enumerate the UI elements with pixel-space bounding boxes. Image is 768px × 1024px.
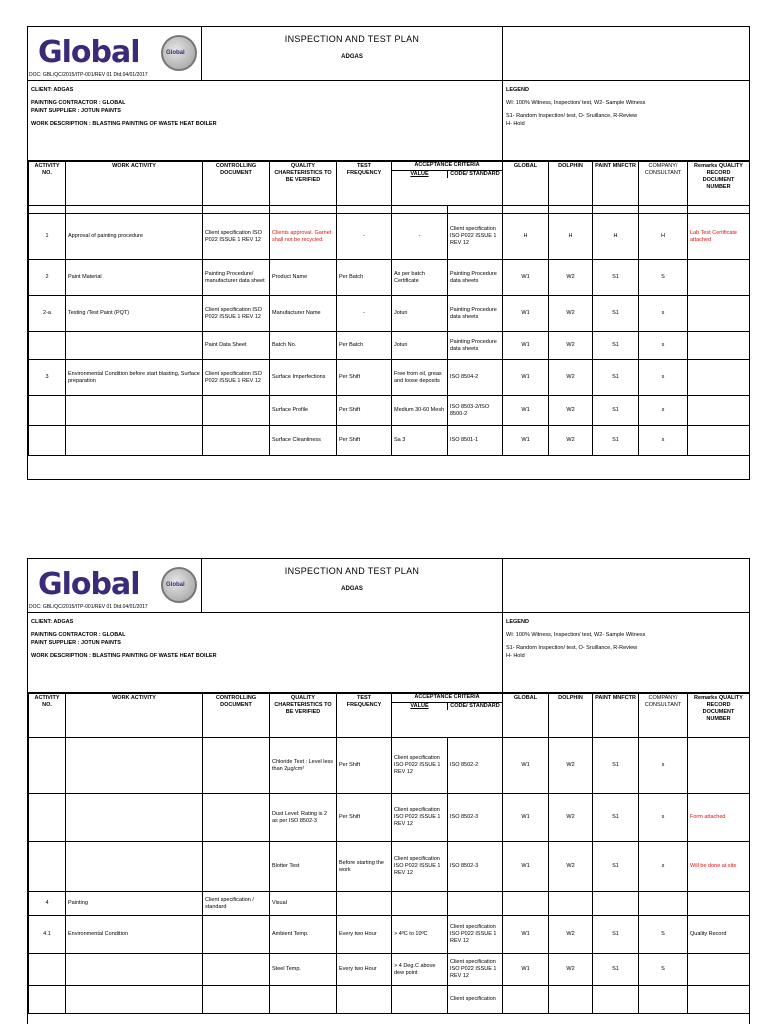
table-row xyxy=(29,396,750,426)
code-standard: ISO 8501-1 xyxy=(448,426,503,456)
code-standard: ISO 8503-2/ISO 8500-2 xyxy=(448,396,503,426)
controlling-document xyxy=(203,986,270,1014)
remarks xyxy=(688,296,750,332)
quality-characteristic xyxy=(270,986,337,1014)
col-header: Remarks QUALITY RECORD DOCUMENT NUMBER xyxy=(688,162,750,206)
activity-number: 2-a xyxy=(29,296,66,332)
quality-characteristic: Batch No. xyxy=(270,332,337,360)
table-row xyxy=(29,892,750,916)
col-header: COMPANY/ CONSULTANT xyxy=(639,694,688,738)
work-activity xyxy=(66,986,203,1014)
work-activity: Painting xyxy=(66,892,203,916)
activity-number xyxy=(29,332,66,360)
paint-mnfctr-code: S1 xyxy=(593,296,639,332)
col-header: WORK ACTIVITY xyxy=(66,694,203,738)
quality-characteristic: Visual xyxy=(270,892,337,916)
table-row xyxy=(29,296,750,332)
global-code: W1 xyxy=(503,794,549,842)
global-code: W1 xyxy=(503,916,549,954)
test-frequency xyxy=(337,986,392,1014)
acceptance-value: > 4 Deg.C above dew point xyxy=(392,954,448,986)
controlling-document: Client specification ISO P022 ISSUE 1 REV 12 xyxy=(203,296,270,332)
acceptance-value: Medium 30-60 Mesh xyxy=(392,396,448,426)
acceptance-value: Client specification ISO P022 ISSUE 1 REV 12 xyxy=(392,842,448,892)
activity-number: 4 xyxy=(29,892,66,916)
col-header: ACTIVITY NO. xyxy=(29,162,66,206)
test-frequency: Per Shift xyxy=(337,794,392,842)
activity-number: 3 xyxy=(29,360,66,396)
global-code: W1 xyxy=(503,426,549,456)
dolphin-code: W2 xyxy=(549,296,593,332)
test-frequency: Per Batch xyxy=(337,332,392,360)
code-standard: Client specification ISO P022 ISSUE 1 REV 12 xyxy=(448,916,503,954)
col-header: TEST FREQUENCY xyxy=(337,162,392,206)
paint-mnfctr-code: S1 xyxy=(593,360,639,396)
table-row xyxy=(29,842,750,892)
controlling-document: Painting Procedure/ manufacturer data sheet xyxy=(203,260,270,296)
company-code xyxy=(639,892,688,916)
paint-mnfctr-code: S1 xyxy=(593,738,639,794)
table-row xyxy=(29,214,750,260)
table-row xyxy=(29,426,750,456)
code-standard: Client specification ISO P022 ISSUE 1 REV 12 xyxy=(448,954,503,986)
test-frequency: Every two Hour xyxy=(337,916,392,954)
acceptance-value xyxy=(392,986,448,1014)
quality-characteristic: Steel Temp. xyxy=(270,954,337,986)
col-header: WORK ACTIVITY xyxy=(66,162,203,206)
itp-table xyxy=(28,161,750,456)
controlling-document xyxy=(203,954,270,986)
remarks xyxy=(688,260,750,296)
remarks xyxy=(688,396,750,426)
company-code: s xyxy=(639,738,688,794)
document-subtitle: ADGAS xyxy=(341,586,363,592)
global-code: H xyxy=(503,214,549,260)
acceptance-value: Jotun xyxy=(392,296,448,332)
table-row xyxy=(29,986,750,1014)
acceptance-value: Client specification ISO P022 ISSUE 1 REV 12 xyxy=(392,794,448,842)
company-code: s xyxy=(639,332,688,360)
activity-number: 1 xyxy=(29,214,66,260)
table-row xyxy=(29,260,750,296)
globe-icon: Global xyxy=(161,567,197,603)
dolphin-code xyxy=(549,986,593,1014)
legend-line: S1- Random Inspection/ test, O- Sruillance, R-Review xyxy=(506,113,638,119)
remarks xyxy=(688,986,750,1014)
paint-mnfctr-code: S1 xyxy=(593,916,639,954)
remarks: Lab Test Certificate attached xyxy=(688,214,750,260)
quality-characteristic: Surface Profile xyxy=(270,396,337,426)
col-header: COMPANY/ CONSULTANT xyxy=(639,162,688,206)
code-standard: Painting Procedure data sheets xyxy=(448,332,503,360)
table-row xyxy=(29,954,750,986)
global-code xyxy=(503,892,549,916)
supplier-label: PAINT SUPPLIER : JOTUN PAINTS xyxy=(31,108,121,114)
activity-number xyxy=(29,738,66,794)
code-standard: ISO 8502-3 xyxy=(448,842,503,892)
code-standard: ISO 8502-2 xyxy=(448,738,503,794)
test-frequency: - xyxy=(337,214,392,260)
client-label: CLIENT: ADGAS xyxy=(31,619,74,625)
spacer-row xyxy=(29,206,750,214)
company-code: S xyxy=(639,260,688,296)
company-code: s xyxy=(639,396,688,426)
col-header: PAINT MNFCTR xyxy=(593,162,639,206)
col-header-acceptance: ACCEPTANCE CRITERIA VALUE CODE/ STANDARD xyxy=(392,162,503,206)
table-row xyxy=(29,916,750,954)
dolphin-code xyxy=(549,892,593,916)
activity-number xyxy=(29,954,66,986)
global-code: W1 xyxy=(503,360,549,396)
code-standard: Painting Procedure data sheets xyxy=(448,260,503,296)
test-frequency xyxy=(337,892,392,916)
acceptance-value: - xyxy=(392,214,448,260)
itp-sheet-2 xyxy=(27,558,750,1024)
dolphin-code: W2 xyxy=(549,396,593,426)
quality-characteristic: Surface Imperfections xyxy=(270,360,337,396)
doc-reference: DOC: GBL/QC/2015/ITP-001/REV 01 Dtd.04/01/2017 xyxy=(29,72,148,78)
acceptance-value: Sa 3 xyxy=(392,426,448,456)
col-header: DOLPHIN xyxy=(549,694,593,738)
company-code xyxy=(639,986,688,1014)
quality-characteristic: Blotter Test xyxy=(270,842,337,892)
logo-cell xyxy=(28,559,202,612)
test-frequency: Per Shift xyxy=(337,396,392,426)
remarks xyxy=(688,738,750,794)
legend-line: H- Hold xyxy=(506,121,525,127)
legend-line: S1- Random Inspection/ test, O- Sruillance, R-Review xyxy=(506,645,638,651)
col-header: QUALITY CHARETERISTICS TO BE VERIFIED xyxy=(270,162,337,206)
remarks: Form attached xyxy=(688,794,750,842)
acceptance-value: Free from oil, greas and loose deposits xyxy=(392,360,448,396)
test-frequency: - xyxy=(337,296,392,332)
test-frequency: Before starting the work xyxy=(337,842,392,892)
test-frequency: Every two Hour xyxy=(337,954,392,986)
work-activity xyxy=(66,426,203,456)
acceptance-value: Jotun xyxy=(392,332,448,360)
activity-number xyxy=(29,426,66,456)
work-activity xyxy=(66,396,203,426)
test-frequency: Per Batch xyxy=(337,260,392,296)
quality-characteristic: Clients approval. Garnet shall not be recycled. xyxy=(270,214,337,260)
global-code: W1 xyxy=(503,954,549,986)
work-activity: Testing /Test Paint (PQT) xyxy=(66,296,203,332)
remarks xyxy=(688,426,750,456)
col-header: Remarks QUALITY RECORD DOCUMENT NUMBER xyxy=(688,694,750,738)
contractor-label: PAINTING CONTRACTOR : GLOBAL xyxy=(31,632,126,638)
paint-mnfctr-code: S1 xyxy=(593,794,639,842)
activity-number xyxy=(29,396,66,426)
dolphin-code: W2 xyxy=(549,426,593,456)
company-code: s xyxy=(639,842,688,892)
header-right-cell xyxy=(503,27,749,80)
controlling-document xyxy=(203,794,270,842)
legend-block xyxy=(503,81,749,160)
col-header: ACTIVITY NO. xyxy=(29,694,66,738)
remarks: Quality Record xyxy=(688,916,750,954)
info-block xyxy=(28,81,749,161)
dolphin-code: H xyxy=(549,214,593,260)
remarks xyxy=(688,892,750,916)
company-code: s xyxy=(639,296,688,332)
work-activity xyxy=(66,332,203,360)
paint-mnfctr-code: S1 xyxy=(593,426,639,456)
global-code: W1 xyxy=(503,296,549,332)
col-header: GLOBAL xyxy=(503,162,549,206)
document-title: INSPECTION AND TEST PLAN xyxy=(284,34,420,44)
project-info xyxy=(28,613,503,692)
logo-cell xyxy=(28,27,202,80)
company-code: s xyxy=(639,794,688,842)
quality-characteristic: Chloride Test : Level less than 2µg/cm² xyxy=(270,738,337,794)
legend-title: LEGEND xyxy=(506,619,529,625)
controlling-document: Paint Data Sheet xyxy=(203,332,270,360)
info-block xyxy=(28,613,749,693)
global-code: W1 xyxy=(503,738,549,794)
col-header: DOLPHIN xyxy=(549,162,593,206)
work-activity xyxy=(66,738,203,794)
company-logo: Global xyxy=(38,35,140,70)
dolphin-code: W2 xyxy=(549,332,593,360)
remarks xyxy=(688,954,750,986)
work-description: WORK DESCRIPTION : BLASTING PAINTING OF WASTE HEAT BOILER xyxy=(31,121,217,127)
test-frequency: Per Shift xyxy=(337,360,392,396)
dolphin-code: W2 xyxy=(549,260,593,296)
work-activity: Approval of painting procedure xyxy=(66,214,203,260)
global-code xyxy=(503,986,549,1014)
activity-number xyxy=(29,794,66,842)
company-code: s xyxy=(639,360,688,396)
controlling-document xyxy=(203,842,270,892)
legend-line: WI: 100% Witness, Inspection/ test, W2- Sample Witness xyxy=(506,100,646,106)
code-standard: ISO 8504-2 xyxy=(448,360,503,396)
code-standard: Painting Procedure data sheets xyxy=(448,296,503,332)
legend-line: WI: 100% Witness, Inspection/ test, W2- Sample Witness xyxy=(506,632,646,638)
col-header: CONTROLLING DOCUMENT xyxy=(203,162,270,206)
activity-number: 4.1 xyxy=(29,916,66,954)
code-standard: Client specification ISO P022 ISSUE 1 REV 12 xyxy=(448,214,503,260)
quality-characteristic: Surface Cleanliness xyxy=(270,426,337,456)
sheet-header xyxy=(28,27,749,81)
sheet-header xyxy=(28,559,749,613)
activity-number: 2 xyxy=(29,260,66,296)
work-activity: Environmental Condition xyxy=(66,916,203,954)
work-activity xyxy=(66,794,203,842)
document-title: INSPECTION AND TEST PLAN xyxy=(284,566,420,576)
title-cell xyxy=(202,27,503,80)
col-header: CONTROLLING DOCUMENT xyxy=(203,694,270,738)
supplier-label: PAINT SUPPLIER : JOTUN PAINTS xyxy=(31,640,121,646)
col-header: GLOBAL xyxy=(503,694,549,738)
acceptance-value: > 4ºC to 10ºC xyxy=(392,916,448,954)
quality-characteristic: Manufacturer Name xyxy=(270,296,337,332)
table-header-row xyxy=(29,694,750,738)
controlling-document: Client specification / standard xyxy=(203,892,270,916)
controlling-document xyxy=(203,396,270,426)
controlling-document: Client specification ISO P022 ISSUE 1 REV 12 xyxy=(203,214,270,260)
test-frequency: Per Shift xyxy=(337,426,392,456)
paint-mnfctr-code xyxy=(593,892,639,916)
dolphin-code: W2 xyxy=(549,842,593,892)
acceptance-value: As per batch Certificate xyxy=(392,260,448,296)
dolphin-code: W2 xyxy=(549,738,593,794)
client-label: CLIENT: ADGAS xyxy=(31,87,74,93)
doc-reference: DOC: GBL/QC/2015/ITP-001/REV 01 Dtd.04/01/2017 xyxy=(29,604,148,610)
global-code: W1 xyxy=(503,332,549,360)
table-row xyxy=(29,738,750,794)
paint-mnfctr-code: S1 xyxy=(593,260,639,296)
itp-table xyxy=(28,693,750,1014)
globe-icon: Global xyxy=(161,35,197,71)
itp-sheet-1 xyxy=(27,26,750,480)
dolphin-code: W2 xyxy=(549,794,593,842)
dolphin-code: W2 xyxy=(549,916,593,954)
table-row xyxy=(29,794,750,842)
dolphin-code: W2 xyxy=(549,360,593,396)
legend-title: LEGEND xyxy=(506,87,529,93)
company-code: S xyxy=(639,954,688,986)
paint-mnfctr-code: H xyxy=(593,214,639,260)
controlling-document: Client specification ISO P022 ISSUE 1 REV 12 xyxy=(203,360,270,396)
code-standard xyxy=(448,892,503,916)
remarks xyxy=(688,360,750,396)
work-activity xyxy=(66,954,203,986)
table-header-row xyxy=(29,162,750,206)
global-code: W1 xyxy=(503,260,549,296)
company-code: S xyxy=(639,916,688,954)
company-logo: Global xyxy=(38,567,140,602)
activity-number xyxy=(29,986,66,1014)
paint-mnfctr-code: S1 xyxy=(593,396,639,426)
contractor-label: PAINTING CONTRACTOR : GLOBAL xyxy=(31,100,126,106)
remarks: Will be done at site xyxy=(688,842,750,892)
code-standard: Client specification xyxy=(448,986,503,1014)
quality-characteristic: Product Name xyxy=(270,260,337,296)
work-activity: Paint Material xyxy=(66,260,203,296)
table-row xyxy=(29,360,750,396)
acceptance-value xyxy=(392,892,448,916)
work-activity xyxy=(66,842,203,892)
project-info xyxy=(28,81,503,160)
paint-mnfctr-code: S1 xyxy=(593,332,639,360)
document-subtitle: ADGAS xyxy=(341,54,363,60)
col-header: TEST FREQUENCY xyxy=(337,694,392,738)
header-right-cell xyxy=(503,559,749,612)
legend-line: H- Hold xyxy=(506,653,525,659)
controlling-document xyxy=(203,916,270,954)
title-cell xyxy=(202,559,503,612)
work-activity: Environmental Condition before start blasting, Surface preparation xyxy=(66,360,203,396)
company-code: H xyxy=(639,214,688,260)
paint-mnfctr-code xyxy=(593,986,639,1014)
legend-block xyxy=(503,613,749,692)
test-frequency: Per Shift xyxy=(337,738,392,794)
code-standard: ISO 8502-3 xyxy=(448,794,503,842)
controlling-document xyxy=(203,426,270,456)
remarks xyxy=(688,332,750,360)
dolphin-code: W2 xyxy=(549,954,593,986)
col-header-acceptance: ACCEPTANCE CRITERIA VALUE CODE/ STANDARD xyxy=(392,694,503,738)
acceptance-value: Client specification ISO P022 ISSUE 1 REV 12 xyxy=(392,738,448,794)
company-code: s xyxy=(639,426,688,456)
table-row xyxy=(29,332,750,360)
paint-mnfctr-code: S1 xyxy=(593,842,639,892)
global-code: W1 xyxy=(503,396,549,426)
activity-number xyxy=(29,842,66,892)
paint-mnfctr-code: S1 xyxy=(593,954,639,986)
col-header: QUALITY CHARETERISTICS TO BE VERIFIED xyxy=(270,694,337,738)
quality-characteristic: Dust Level: Rating is 2 as per ISO 8502-3 xyxy=(270,794,337,842)
quality-characteristic: Ambient Temp. xyxy=(270,916,337,954)
global-code: W1 xyxy=(503,842,549,892)
controlling-document xyxy=(203,738,270,794)
col-header: PAINT MNFCTR xyxy=(593,694,639,738)
work-description: WORK DESCRIPTION : BLASTING PAINTING OF WASTE HEAT BOILER xyxy=(31,653,217,659)
